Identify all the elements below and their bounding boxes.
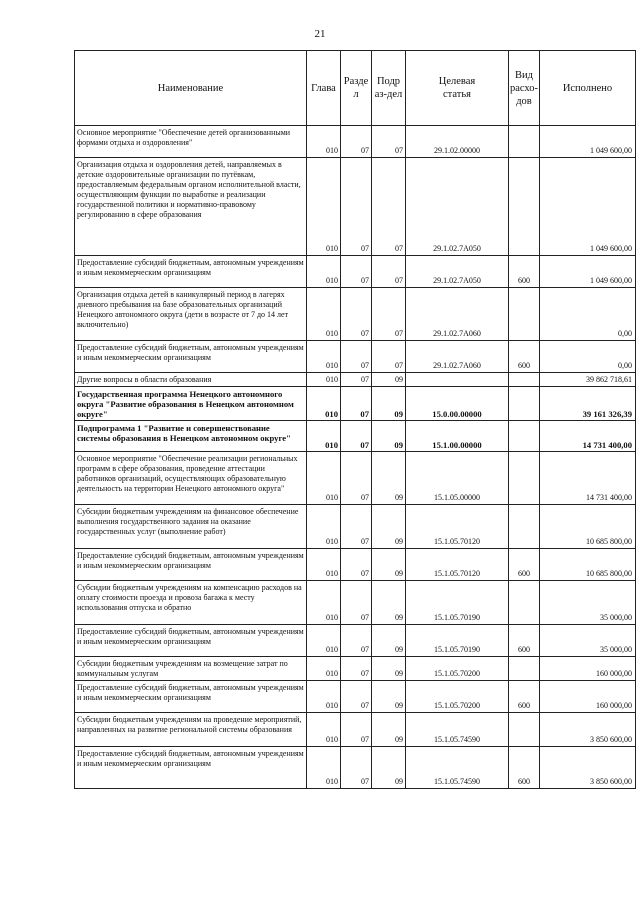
row-chapter: 010: [307, 713, 341, 747]
table-row: [75, 288, 636, 341]
row-target: 15.1.05.74590: [406, 713, 509, 747]
row-target: 15.1.05.70200: [406, 681, 509, 713]
row-target: 29.1.02.7А050: [406, 256, 509, 288]
row-amount: 3 850 600,00: [540, 747, 636, 789]
row-subsection: 07: [372, 256, 406, 288]
row-amount: 1 049 600,00: [540, 126, 636, 158]
row-expense-type: 600: [509, 625, 540, 657]
row-amount: 1 049 600,00: [540, 256, 636, 288]
row-chapter: 010: [307, 549, 341, 581]
row-section: 07: [341, 713, 372, 747]
row-subsection: 07: [372, 341, 406, 373]
header-section: Разде л: [341, 51, 372, 126]
row-section: 07: [341, 288, 372, 341]
row-expense-type: 600: [509, 256, 540, 288]
table-row: [75, 657, 636, 681]
row-target: 29.1.02.7А060: [406, 288, 509, 341]
table-row: [75, 713, 636, 747]
row-section: 07: [341, 747, 372, 789]
row-name: Субсидии бюджетным учреждениям на компенсацию расходов на оплату стоимости проезда и провоза багажа к месту использования отпуска и обратно: [75, 581, 307, 625]
row-name: Основное мероприятие "Обеспечение детей организованными формами отдыха и оздоровления": [75, 126, 307, 158]
row-section: 07: [341, 387, 372, 421]
budget-table: [74, 50, 636, 789]
header-row: [75, 51, 636, 126]
row-amount: 160 000,00: [540, 681, 636, 713]
row-section: 07: [341, 158, 372, 256]
row-name: Предоставление субсидий бюджетным, автономным учреждениям и иным некоммерческим организациям: [75, 341, 307, 373]
row-subsection: 09: [372, 657, 406, 681]
row-expense-type: [509, 158, 540, 256]
row-chapter: 010: [307, 421, 341, 452]
table-row: [75, 452, 636, 505]
row-expense-type: [509, 452, 540, 505]
row-expense-type: 600: [509, 549, 540, 581]
row-subsection: 09: [372, 625, 406, 657]
row-name: Субсидии бюджетным учреждениям на финансовое обеспечение выполнения государственного задания на оказание государственных услуг (выполнение работ): [75, 505, 307, 549]
row-target: 15.1.05.70120: [406, 505, 509, 549]
row-target: 15.1.05.70190: [406, 581, 509, 625]
row-name: Предоставление субсидий бюджетным, автономным учреждениям и иным некоммерческим организациям: [75, 625, 307, 657]
row-amount: 3 850 600,00: [540, 713, 636, 747]
table-row: [75, 387, 636, 421]
row-subsection: 09: [372, 681, 406, 713]
row-chapter: 010: [307, 126, 341, 158]
row-chapter: 010: [307, 341, 341, 373]
table-row: [75, 256, 636, 288]
header-executed: Исполнено: [540, 51, 636, 126]
header-target: Целевая статья: [406, 51, 509, 126]
row-amount: 1 049 600,00: [540, 158, 636, 256]
header-expense-type: Вид расхо- дов: [509, 51, 540, 126]
row-chapter: 010: [307, 452, 341, 505]
row-target: 29.1.02.7А060: [406, 341, 509, 373]
row-subsection: 07: [372, 126, 406, 158]
row-target: 15.0.00.00000: [406, 387, 509, 421]
row-section: 07: [341, 256, 372, 288]
row-section: 07: [341, 657, 372, 681]
header-chapter: Глава: [307, 51, 341, 126]
row-target: [406, 373, 509, 387]
row-section: 07: [341, 373, 372, 387]
row-section: 07: [341, 341, 372, 373]
row-expense-type: 600: [509, 681, 540, 713]
row-name: Субсидии бюджетным учреждениям на проведение мероприятий, направленных на развитие региональной системы образования: [75, 713, 307, 747]
row-amount: 10 685 800,00: [540, 505, 636, 549]
row-subsection: 07: [372, 288, 406, 341]
table-body: [75, 126, 636, 789]
row-name: Субсидии бюджетным учреждениям на возмещение затрат по коммунальным услугам: [75, 657, 307, 681]
row-amount: 0,00: [540, 341, 636, 373]
row-chapter: 010: [307, 387, 341, 421]
row-target: 15.1.00.00000: [406, 421, 509, 452]
header-subsection: Подр аз-дел: [372, 51, 406, 126]
row-chapter: 010: [307, 657, 341, 681]
row-target: 15.1.05.70190: [406, 625, 509, 657]
table-row: [75, 341, 636, 373]
row-chapter: 010: [307, 256, 341, 288]
row-name: Основное мероприятие "Обеспечение реализации региональных программ в сфере образования, проведение аттестации работников организаций, осуществляющих образовательную деятельность на территории Ненецкого автономного округа": [75, 452, 307, 505]
row-section: 07: [341, 452, 372, 505]
row-expense-type: [509, 373, 540, 387]
table-row: [75, 421, 636, 452]
table-row: [75, 747, 636, 789]
table-row: [75, 373, 636, 387]
table-row: [75, 549, 636, 581]
row-expense-type: 600: [509, 341, 540, 373]
row-subsection: 09: [372, 373, 406, 387]
header-name: Наименование: [75, 51, 307, 126]
table-row: [75, 505, 636, 549]
row-name: Организация отдыха и оздоровления детей, направляемых в детские оздоровительные организации по путёвкам, предоставляемым федеральным органом исполнительной власти, осуществляющим функции по выработке и реализации государственной политики и нормативно-правовому регулированию в сфере образования: [75, 158, 307, 256]
row-amount: 14 731 400,00: [540, 452, 636, 505]
row-section: 07: [341, 505, 372, 549]
row-subsection: 09: [372, 549, 406, 581]
row-target: 29.1.02.00000: [406, 126, 509, 158]
table-row: [75, 126, 636, 158]
row-expense-type: [509, 387, 540, 421]
row-target: 15.1.05.00000: [406, 452, 509, 505]
table-row: [75, 581, 636, 625]
row-chapter: 010: [307, 373, 341, 387]
row-expense-type: 600: [509, 747, 540, 789]
row-amount: 39 161 326,39: [540, 387, 636, 421]
row-subsection: 09: [372, 581, 406, 625]
row-amount: 160 000,00: [540, 657, 636, 681]
row-expense-type: [509, 126, 540, 158]
row-section: 07: [341, 681, 372, 713]
row-target: 15.1.05.70200: [406, 657, 509, 681]
row-amount: 14 731 400,00: [540, 421, 636, 452]
row-chapter: 010: [307, 505, 341, 549]
row-subsection: 09: [372, 387, 406, 421]
row-amount: 0,00: [540, 288, 636, 341]
row-section: 07: [341, 421, 372, 452]
row-expense-type: [509, 657, 540, 681]
row-name: Государственная программа Ненецкого автономного округа "Развитие образования в Ненецком автономном округе": [75, 387, 307, 421]
row-target: 29.1.02.7А050: [406, 158, 509, 256]
row-chapter: 010: [307, 747, 341, 789]
row-subsection: 09: [372, 421, 406, 452]
row-target: 15.1.05.70120: [406, 549, 509, 581]
table-row: [75, 681, 636, 713]
row-name: Организация отдыха детей в каникулярный период в лагерях дневного пребывания на базе образовательных организаций Ненецкого автономного округа (дети в возрасте от 7 до 14 лет включительно): [75, 288, 307, 341]
row-expense-type: [509, 581, 540, 625]
row-section: 07: [341, 581, 372, 625]
row-section: 07: [341, 549, 372, 581]
row-subsection: 09: [372, 713, 406, 747]
table-row: [75, 625, 636, 657]
row-expense-type: [509, 288, 540, 341]
row-chapter: 010: [307, 158, 341, 256]
row-section: 07: [341, 625, 372, 657]
row-subsection: 07: [372, 158, 406, 256]
table-row: [75, 158, 636, 256]
row-name: Предоставление субсидий бюджетным, автономным учреждениям и иным некоммерческим организациям: [75, 549, 307, 581]
row-amount: 10 685 800,00: [540, 549, 636, 581]
row-target: 15.1.05.74590: [406, 747, 509, 789]
row-amount: 35 000,00: [540, 625, 636, 657]
row-amount: 39 862 718,61: [540, 373, 636, 387]
row-subsection: 09: [372, 505, 406, 549]
row-expense-type: [509, 505, 540, 549]
row-name: Предоставление субсидий бюджетным, автономным учреждениям и иным некоммерческим организациям: [75, 747, 307, 789]
row-name: Предоставление субсидий бюджетным, автономным учреждениям и иным некоммерческим организациям: [75, 256, 307, 288]
row-chapter: 010: [307, 288, 341, 341]
row-name: Предоставление субсидий бюджетным, автономным учреждениям и иным некоммерческим организациям: [75, 681, 307, 713]
row-subsection: 09: [372, 452, 406, 505]
row-chapter: 010: [307, 681, 341, 713]
row-name: Другие вопросы в области образования: [75, 373, 307, 387]
row-amount: 35 000,00: [540, 581, 636, 625]
row-chapter: 010: [307, 581, 341, 625]
row-expense-type: [509, 713, 540, 747]
row-subsection: 09: [372, 747, 406, 789]
page-number: 21: [314, 28, 326, 40]
row-chapter: 010: [307, 625, 341, 657]
row-section: 07: [341, 126, 372, 158]
row-expense-type: [509, 421, 540, 452]
row-name: Подпрограмма 1 "Развитие и совершенствование системы образования в Ненецком автономном округе": [75, 421, 307, 452]
